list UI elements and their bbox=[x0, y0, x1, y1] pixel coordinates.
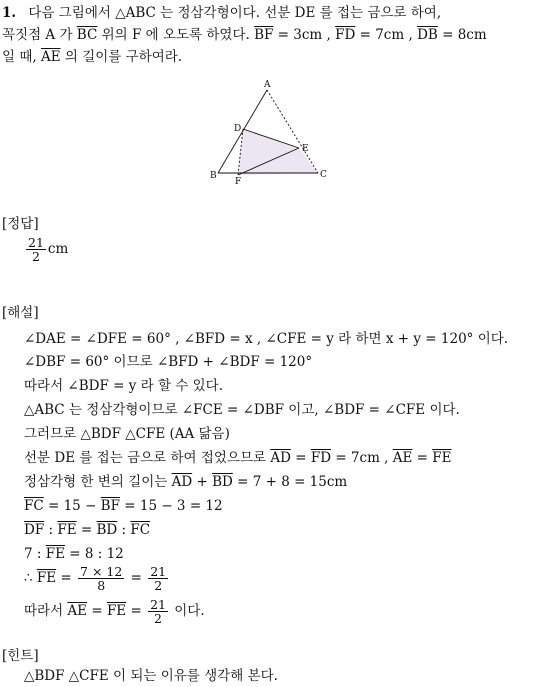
segment-bc: $\overline{BC}$ bbox=[76, 27, 98, 43]
db-value: = 8cm bbox=[437, 27, 487, 43]
answer-fraction bbox=[26, 236, 46, 263]
l6-text-b: = 7cm , bbox=[331, 450, 393, 466]
solution-line-7 bbox=[24, 473, 347, 491]
problem-line-3 bbox=[2, 48, 182, 66]
solution-line-12 bbox=[24, 598, 205, 625]
solution-line-8 bbox=[24, 497, 223, 515]
l11-den2: 2 bbox=[154, 578, 163, 593]
l6-eq2: = bbox=[412, 450, 433, 466]
solution-heading: [해설] bbox=[2, 305, 39, 321]
label-a: A bbox=[264, 80, 271, 90]
l11-eq: = bbox=[56, 570, 77, 586]
solution-line-3: 따라서 ∠BDF = y 라 할 수 있다. bbox=[24, 378, 224, 394]
l7-text: 정삼각형 한 변의 길이는 bbox=[24, 474, 172, 490]
hint-heading: [힌트] bbox=[2, 648, 39, 664]
l8-text-a: = 15 − bbox=[43, 498, 101, 514]
l6-fd: $\overline{FD}$ bbox=[310, 450, 332, 466]
label-e: E bbox=[302, 144, 309, 154]
l6-ae: $\overline{AE}$ bbox=[392, 450, 413, 466]
l12-num: 21 bbox=[150, 597, 166, 612]
problem-text-3a: 일 때, bbox=[2, 49, 41, 65]
l7-ad: $\overline{AD}$ bbox=[171, 474, 193, 490]
solution-line-1: ∠DAE = ∠DFE = 60° , ∠BFD = x , ∠CFE = y 라 하면 x + y = 120° 이다. bbox=[24, 331, 509, 347]
segment-bf: $\overline{BF}$ bbox=[254, 27, 274, 43]
solution-line-10 bbox=[24, 545, 124, 563]
answer-value bbox=[24, 236, 68, 263]
solution-line-2: ∠DBF = 60° 이므로 ∠BFD + ∠BDF = 120° bbox=[24, 354, 313, 370]
fd-value: = 7cm , bbox=[355, 27, 418, 43]
solution-line-4: △ABC 는 정삼각형이므로 ∠FCE = ∠DBF 이고, ∠BDF = ∠CFE 이다. bbox=[24, 402, 460, 418]
label-c: C bbox=[320, 170, 327, 180]
segment-ae: $\overline{AE}$ bbox=[40, 49, 61, 65]
solution-line-5: 그러므로 △BDF △CFE (AA 닮음) bbox=[24, 426, 230, 442]
therefore-symbol: ∴ bbox=[24, 570, 37, 586]
l6-ad: $\overline{AD}$ bbox=[270, 450, 291, 466]
l11-den1: 8 bbox=[97, 578, 106, 593]
segment-db: $\overline{DB}$ bbox=[417, 27, 438, 43]
bf-value: = 3cm , bbox=[273, 27, 336, 43]
problem-text-2a: 꼭짓점 A 가 bbox=[2, 27, 77, 43]
l7-bd: $\overline{BD}$ bbox=[212, 474, 233, 490]
l12-den: 2 bbox=[154, 611, 162, 626]
l7-text-b: = 7 + 8 = 15cm bbox=[232, 474, 348, 490]
problem-text-3b: 의 길이를 구하여라. bbox=[60, 49, 183, 65]
triangle-figure bbox=[200, 78, 335, 190]
l12-eq2: = bbox=[126, 603, 147, 619]
problem-number: 1. bbox=[2, 5, 17, 21]
l6-text: 선분 DE 를 접는 금으로 하여 접었으므로 bbox=[24, 450, 271, 466]
l11-num1: 7 × 12 bbox=[80, 564, 123, 579]
answer-denominator: 2 bbox=[31, 249, 40, 264]
l12-ae: $\overline{AE}$ bbox=[67, 603, 88, 619]
l12-eq: = bbox=[87, 603, 107, 619]
l9-bd: $\overline{BD}$ bbox=[96, 522, 118, 538]
problem-text-1: 다음 그림에서 △ABC 는 정삼각형이다. 선분 DE 를 접는 금으로 하여, bbox=[28, 5, 442, 21]
answer-heading: [정답] bbox=[2, 216, 39, 232]
hint-text: △BDF △CFE 이 되는 이유를 생각해 본다. bbox=[24, 668, 278, 684]
l12-text-a: 따라서 bbox=[24, 603, 68, 619]
l8-text-b: = 15 − 3 = 12 bbox=[119, 498, 223, 514]
l9-eq: = bbox=[76, 522, 97, 538]
answer-unit: cm bbox=[47, 241, 69, 257]
l9-df: $\overline{DF}$ bbox=[24, 522, 45, 538]
solution-line-11 bbox=[24, 565, 170, 592]
l10-text-b: = 8 : 12 bbox=[64, 546, 124, 562]
l9-fc: $\overline{FC}$ bbox=[130, 522, 151, 538]
l10-fe: $\overline{FE}$ bbox=[45, 546, 65, 562]
l9-colon1: : bbox=[44, 522, 58, 538]
l10-text-a: 7 : bbox=[24, 546, 46, 562]
l8-bf: $\overline{BF}$ bbox=[100, 498, 120, 514]
l9-fe: $\overline{FE}$ bbox=[57, 522, 77, 538]
l12-text-b: 이다. bbox=[169, 603, 205, 619]
l8-fc: $\overline{FC}$ bbox=[24, 498, 44, 514]
l11-fraction-2 bbox=[148, 565, 168, 592]
problem-line-2 bbox=[2, 26, 487, 44]
l6-fe: $\overline{FE}$ bbox=[432, 450, 452, 466]
solution-line-6 bbox=[24, 449, 452, 467]
solution-line-9 bbox=[24, 521, 150, 539]
segment-fd: $\overline{FD}$ bbox=[335, 27, 356, 43]
problem-text-2b: 위의 F 에 오도록 하였다. bbox=[97, 27, 255, 43]
label-d: D bbox=[234, 124, 242, 134]
l9-colon2: : bbox=[117, 522, 131, 538]
l7-plus: + bbox=[192, 474, 213, 490]
l6-eq1: = bbox=[290, 450, 311, 466]
l11-eq2: = bbox=[126, 570, 147, 586]
l11-fe: $\overline{FE}$ bbox=[36, 570, 57, 586]
label-b: B bbox=[210, 171, 217, 181]
l11-num2: 21 bbox=[150, 564, 167, 579]
l12-fraction bbox=[148, 598, 168, 625]
problem-line-1 bbox=[2, 4, 441, 22]
label-f: F bbox=[235, 177, 242, 187]
answer-numerator: 21 bbox=[28, 235, 44, 250]
l11-fraction-1 bbox=[78, 565, 124, 592]
l12-fe: $\overline{FE}$ bbox=[106, 603, 127, 619]
